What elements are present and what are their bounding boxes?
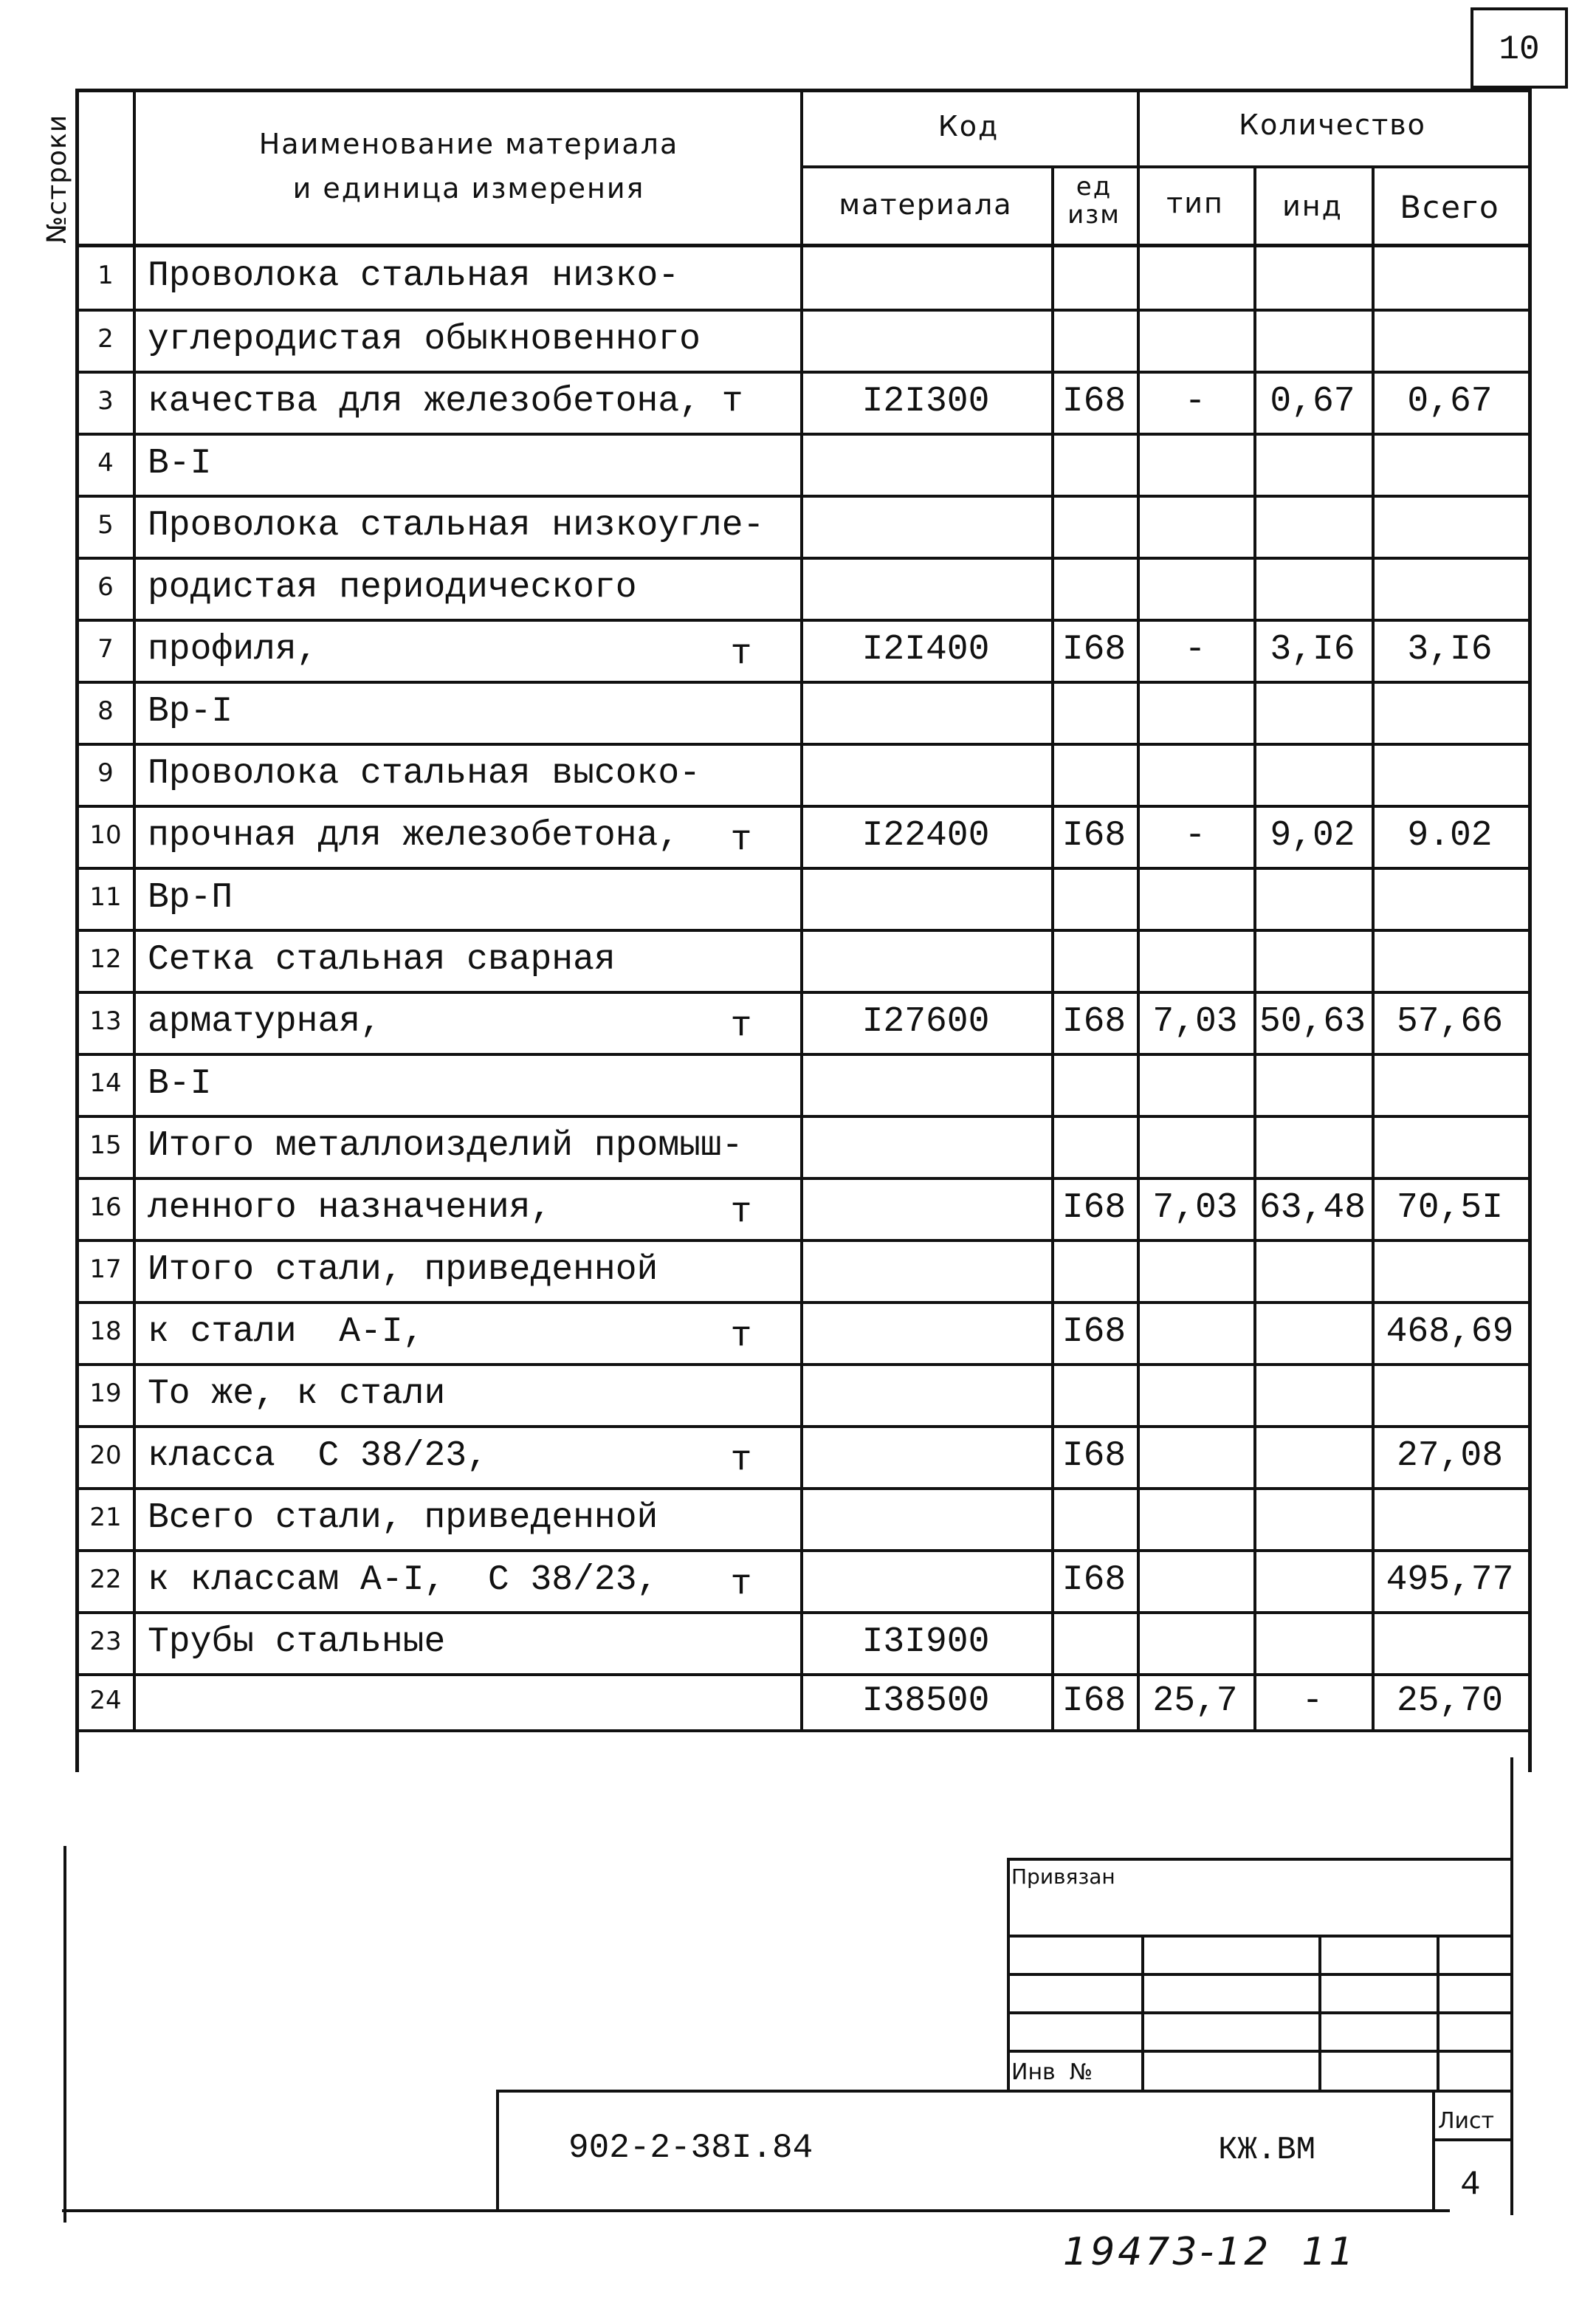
rule-h <box>75 1239 1531 1242</box>
material-code: I3I900 <box>861 1622 990 1662</box>
qty-ind: 9,02 <box>1270 816 1355 856</box>
rule-h <box>75 495 1531 498</box>
unit-code: I68 <box>1062 630 1127 670</box>
rule-v <box>1007 1858 1010 2091</box>
rule-h <box>75 743 1531 746</box>
unit-code: I68 <box>1062 1681 1127 1721</box>
row-number: 10 <box>89 820 122 850</box>
material-name: ленного назначения, <box>148 1188 552 1228</box>
rule-v <box>1510 1846 1513 2215</box>
rule-v <box>496 2090 499 2212</box>
rule-v <box>63 1846 66 2223</box>
unit-code: I68 <box>1062 382 1127 422</box>
sheet-number: 10 <box>1499 30 1540 69</box>
material-code: I38500 <box>861 1681 990 1721</box>
unit-t: т <box>730 1565 752 1605</box>
document-mark: КЖ.ВМ <box>1218 2132 1316 2169</box>
material-name: арматурная, <box>148 1002 382 1042</box>
qty-ind: - <box>1301 1681 1324 1721</box>
document-code: 902-2-38I.84 <box>568 2129 814 2167</box>
rule-v <box>1432 2090 1435 2212</box>
attached-label: Привязан <box>1011 1864 1115 1889</box>
header-quantity: Количество <box>1239 109 1426 141</box>
material-name: Всего стали, приведенной <box>148 1498 658 1538</box>
qty-total: 3,I6 <box>1407 630 1493 670</box>
material-name: Сетка стальная сварная <box>148 940 616 980</box>
material-name: углеродистая обыкновенного <box>148 320 701 360</box>
rule-h <box>75 1053 1531 1056</box>
material-code: I22400 <box>861 816 990 856</box>
rule-h <box>75 1487 1531 1490</box>
unit-t: т <box>730 1192 752 1232</box>
qty-ind: 50,63 <box>1259 1002 1366 1042</box>
row-number: 1 <box>97 261 114 290</box>
qty-total: 70,5I <box>1396 1188 1504 1228</box>
qty-ind: 63,48 <box>1259 1188 1366 1228</box>
rule-h <box>75 929 1531 932</box>
rule-h <box>75 309 1531 312</box>
qty-ind: 0,67 <box>1270 382 1355 422</box>
rule-h <box>75 1729 1531 1732</box>
rule-h <box>75 867 1531 870</box>
material-name: прочная для железобетона, <box>148 816 680 856</box>
row-number: 23 <box>89 1627 122 1656</box>
row-number: 8 <box>97 696 114 726</box>
header-name-line2: и единица измерения <box>292 172 645 205</box>
unit-t: т <box>730 820 752 860</box>
rule-h <box>75 1611 1531 1614</box>
rule-h <box>75 805 1531 808</box>
row-number: 7 <box>97 634 114 664</box>
qty-typ: 7,03 <box>1152 1188 1238 1228</box>
handwritten-note: 19473-12 11 <box>1063 2230 1357 2274</box>
qty-typ: - <box>1184 630 1206 670</box>
unit-t: т <box>730 1317 752 1356</box>
row-number: 22 <box>89 1565 122 1594</box>
qty-total: 27,08 <box>1396 1436 1504 1476</box>
qty-total: 0,67 <box>1407 382 1493 422</box>
unit-code: I68 <box>1062 1188 1127 1228</box>
material-name: Проволока стальная низко- <box>148 256 680 296</box>
material-name: к классам А-I, С 38/23, <box>148 1560 658 1600</box>
header-ind: инд <box>1282 190 1343 222</box>
material-name: В-I <box>148 444 212 484</box>
row-number: 15 <box>89 1130 122 1160</box>
rule-h <box>75 371 1531 374</box>
rule-h <box>75 1363 1531 1366</box>
material-name: В-I <box>148 1064 212 1104</box>
header-total: Всего <box>1400 189 1500 225</box>
row-number: 3 <box>97 386 114 416</box>
row-number: 9 <box>97 758 114 788</box>
unit-t: т <box>730 1441 752 1480</box>
rule-h <box>800 165 1531 168</box>
row-number: 19 <box>89 1379 122 1408</box>
material-name: То же, к стали <box>148 1374 446 1414</box>
qty-typ: 25,7 <box>1152 1681 1238 1721</box>
row-number: 4 <box>97 448 114 478</box>
row-number: 18 <box>89 1317 122 1346</box>
rule-h <box>75 1673 1531 1676</box>
material-name: Проволока стальная низкоугле- <box>148 506 765 546</box>
row-number: 5 <box>97 510 114 540</box>
rule-h <box>496 2090 1512 2093</box>
sheet-label: Лист <box>1438 2108 1495 2134</box>
row-number: 17 <box>89 1255 122 1284</box>
material-name: Вр-I <box>148 692 233 732</box>
material-name: качества для железобетона, т <box>148 382 743 422</box>
unit-code: I68 <box>1062 1312 1127 1352</box>
rule-v <box>1137 89 1140 1732</box>
row-number: 24 <box>89 1686 122 1715</box>
rule-v <box>1141 1935 1144 2091</box>
header-typ: тип <box>1166 187 1224 219</box>
rule-v <box>800 89 803 1732</box>
qty-total: 57,66 <box>1396 1002 1504 1042</box>
row-number: 21 <box>89 1503 122 1532</box>
sheet-value: 4 <box>1460 2166 1481 2204</box>
row-number: 13 <box>89 1006 122 1036</box>
rule-v <box>1528 89 1532 1772</box>
rule-h <box>75 1301 1531 1304</box>
row-number: 11 <box>89 882 122 912</box>
rule-h <box>1432 2138 1512 2141</box>
rule-h <box>75 244 1531 247</box>
rule-v <box>1510 1757 1513 1846</box>
material-name: класса С 38/23, <box>148 1436 488 1476</box>
header-material: материала <box>839 188 1013 221</box>
rule-h <box>75 1425 1531 1428</box>
header-code: Код <box>938 110 1000 143</box>
unit-t: т <box>730 1006 752 1046</box>
rule-h <box>1007 1858 1512 1861</box>
header-unit-line1: ед <box>1076 172 1112 202</box>
material-code: I2I300 <box>861 382 990 422</box>
rule-v <box>133 89 136 1732</box>
rule-v <box>1318 1935 1321 2091</box>
rule-h <box>75 1177 1531 1180</box>
rule-h <box>75 681 1531 684</box>
material-name: профиля, <box>148 630 318 670</box>
header-name-line1: Наименование материала <box>258 128 679 160</box>
inv-no-label: Инв № <box>1011 2059 1093 2085</box>
row-number: 6 <box>97 572 114 602</box>
material-code: I27600 <box>861 1002 990 1042</box>
qty-total: 9.02 <box>1407 816 1493 856</box>
qty-total: 468,69 <box>1386 1312 1514 1352</box>
header-unit-line2: изм <box>1067 200 1121 230</box>
rule-h <box>62 2209 1450 2212</box>
qty-ind: 3,I6 <box>1270 630 1355 670</box>
material-name: Итого стали, приведенной <box>148 1250 658 1290</box>
qty-typ: 7,03 <box>1152 1002 1238 1042</box>
material-name: Вр-П <box>148 878 233 918</box>
rule-h <box>75 89 1531 92</box>
material-name: Трубы стальные <box>148 1622 446 1662</box>
material-code: I2I400 <box>861 630 990 670</box>
unit-code: I68 <box>1062 1002 1127 1042</box>
unit-code: I68 <box>1062 816 1127 856</box>
row-number: 2 <box>97 324 114 354</box>
material-name: к стали А-I, <box>148 1312 424 1352</box>
row-number: 20 <box>89 1441 122 1470</box>
rule-h <box>75 433 1531 436</box>
qty-total: 495,77 <box>1386 1560 1514 1600</box>
unit-code: I68 <box>1062 1560 1127 1600</box>
qty-typ: - <box>1184 382 1206 422</box>
row-number: 16 <box>89 1192 122 1222</box>
header-row-no: №строки <box>42 114 72 244</box>
rule-h <box>75 619 1531 622</box>
qty-typ: - <box>1184 816 1206 856</box>
row-number: 12 <box>89 944 122 974</box>
material-name: Итого металлоизделий промыш- <box>148 1126 743 1166</box>
material-name: родистая периодического <box>148 568 637 608</box>
row-number: 14 <box>89 1068 122 1098</box>
rule-h <box>75 557 1531 560</box>
rule-v <box>1437 1935 1440 2091</box>
unit-t: т <box>730 634 752 674</box>
rule-h <box>75 1549 1531 1552</box>
qty-total: 25,70 <box>1396 1681 1504 1721</box>
rule-h <box>75 991 1531 994</box>
material-name: Проволока стальная высоко- <box>148 754 701 794</box>
unit-code: I68 <box>1062 1436 1127 1476</box>
rule-h <box>75 1115 1531 1118</box>
